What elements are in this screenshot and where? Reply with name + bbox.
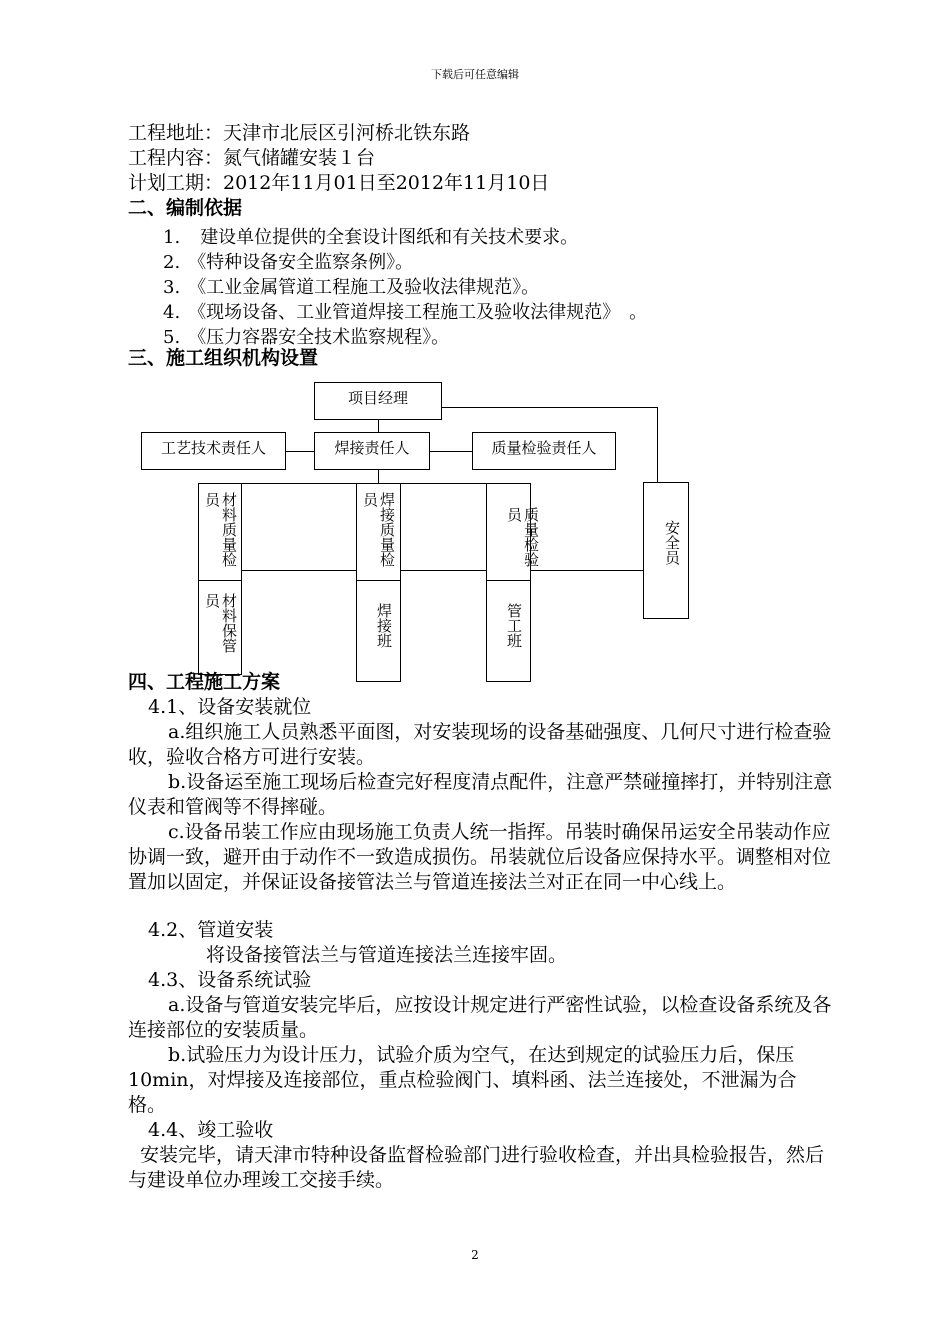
connector-line — [285, 451, 314, 452]
section2-title: 二、编制依据 — [128, 197, 243, 219]
weld-lead-box: 焊接责任人 — [314, 432, 430, 470]
pipe-team-box: 管工班 — [486, 580, 531, 682]
paragraph: c.设备吊装工作应由现场施工负责人统一指挥。吊装时确保吊运安全吊装动作应协调一致，避开由于动作不一致造成损伤。吊装就位后设备应保持水平。调整相对位置加以固定，并保证设备接管法兰与管道连接法兰对正在同一中心线上。 — [128, 821, 832, 893]
page-header: 下载后可任意编辑 — [431, 68, 519, 81]
connector-line — [230, 570, 644, 571]
list-item: 1. 建设单位提供的全套设计图纸和有关技术要求。 — [163, 227, 579, 248]
material-qc-box: 员 材料质量检 — [198, 483, 242, 581]
qc-inspector-box: 质量检验员 — [486, 483, 531, 581]
project-manager-box: 项目经理 — [314, 382, 442, 420]
project-address: 工程地址：天津市北辰区引河桥北铁东路 — [128, 122, 471, 144]
project-schedule: 计划工期：2012年11月01日至2012年11月10日 — [128, 172, 550, 194]
weld-qc-box: 员 焊接质量检 — [356, 483, 401, 581]
section4-title: 四、工程施工方案 — [128, 671, 281, 693]
connector-line — [441, 407, 657, 408]
connector-line — [378, 469, 379, 483]
connector-line — [429, 451, 472, 452]
paragraph: 将设备接管法兰与管道连接法兰连接牢固。 — [206, 944, 568, 966]
subsection-title: 4.4、竣工验收 — [148, 1119, 274, 1141]
list-item: 3. 《工业金属管道工程施工及验收法律规范》。 — [163, 277, 540, 298]
list-item: 2. 《特种设备安全监察条例》。 — [163, 252, 414, 273]
paragraph: b.设备运至施工现场后检查完好程度清点配件，注意严禁碰撞摔打，并特别注意仪表和管阀等不得摔碰。 — [128, 771, 833, 818]
paragraph: a.组织施工人员熟悉平面图，对安装现场的设备基础强度、几何尺寸进行检查验收，验收合格方可进行安装。 — [128, 721, 832, 768]
list-item: 5. 《压力容器安全技术监察规程》。 — [163, 327, 450, 348]
safety-officer-box: 安全员 — [643, 482, 689, 619]
material-storage-box: 员 材料保管 — [198, 580, 242, 675]
section3-title: 三、施工组织机构设置 — [128, 347, 319, 369]
connector-line — [657, 407, 658, 482]
connector-line — [378, 419, 379, 433]
paragraph: a.设备与管道安装完毕后，应按设计规定进行严密性试验，以检查设备系统及各连接部位的安装质量。 — [128, 994, 832, 1041]
weld-team-box: 焊接班 — [356, 580, 401, 682]
paragraph: b.试验压力为设计压力，试验介质为空气，在达到规定的试验压力后，保压10min，对焊接及连接部位，重点检验阀门、填料函、法兰连接处，不泄漏为合格。 — [128, 1044, 797, 1116]
subsection-title: 4.3、设备系统试验 — [148, 969, 312, 991]
page-number: 2 — [471, 1248, 479, 1262]
tech-lead-box: 工艺技术责任人 — [141, 432, 286, 470]
quality-lead-box: 质量检验责任人 — [472, 432, 616, 470]
subsection-title: 4.1、设备安装就位 — [148, 696, 312, 718]
project-content: 工程内容：氮气储罐安装１台 — [128, 147, 376, 169]
list-item: 4. 《现场设备、工业管道焊接工程施工及验收法律规范》 。 — [163, 302, 648, 323]
subsection-title: 4.2、管道安装 — [148, 919, 274, 941]
paragraph: 安装完毕，请天津市特种设备监督检验部门进行验收检查，并出具检验报告，然后与建设单位办理竣工交接手续。 — [128, 1144, 825, 1191]
